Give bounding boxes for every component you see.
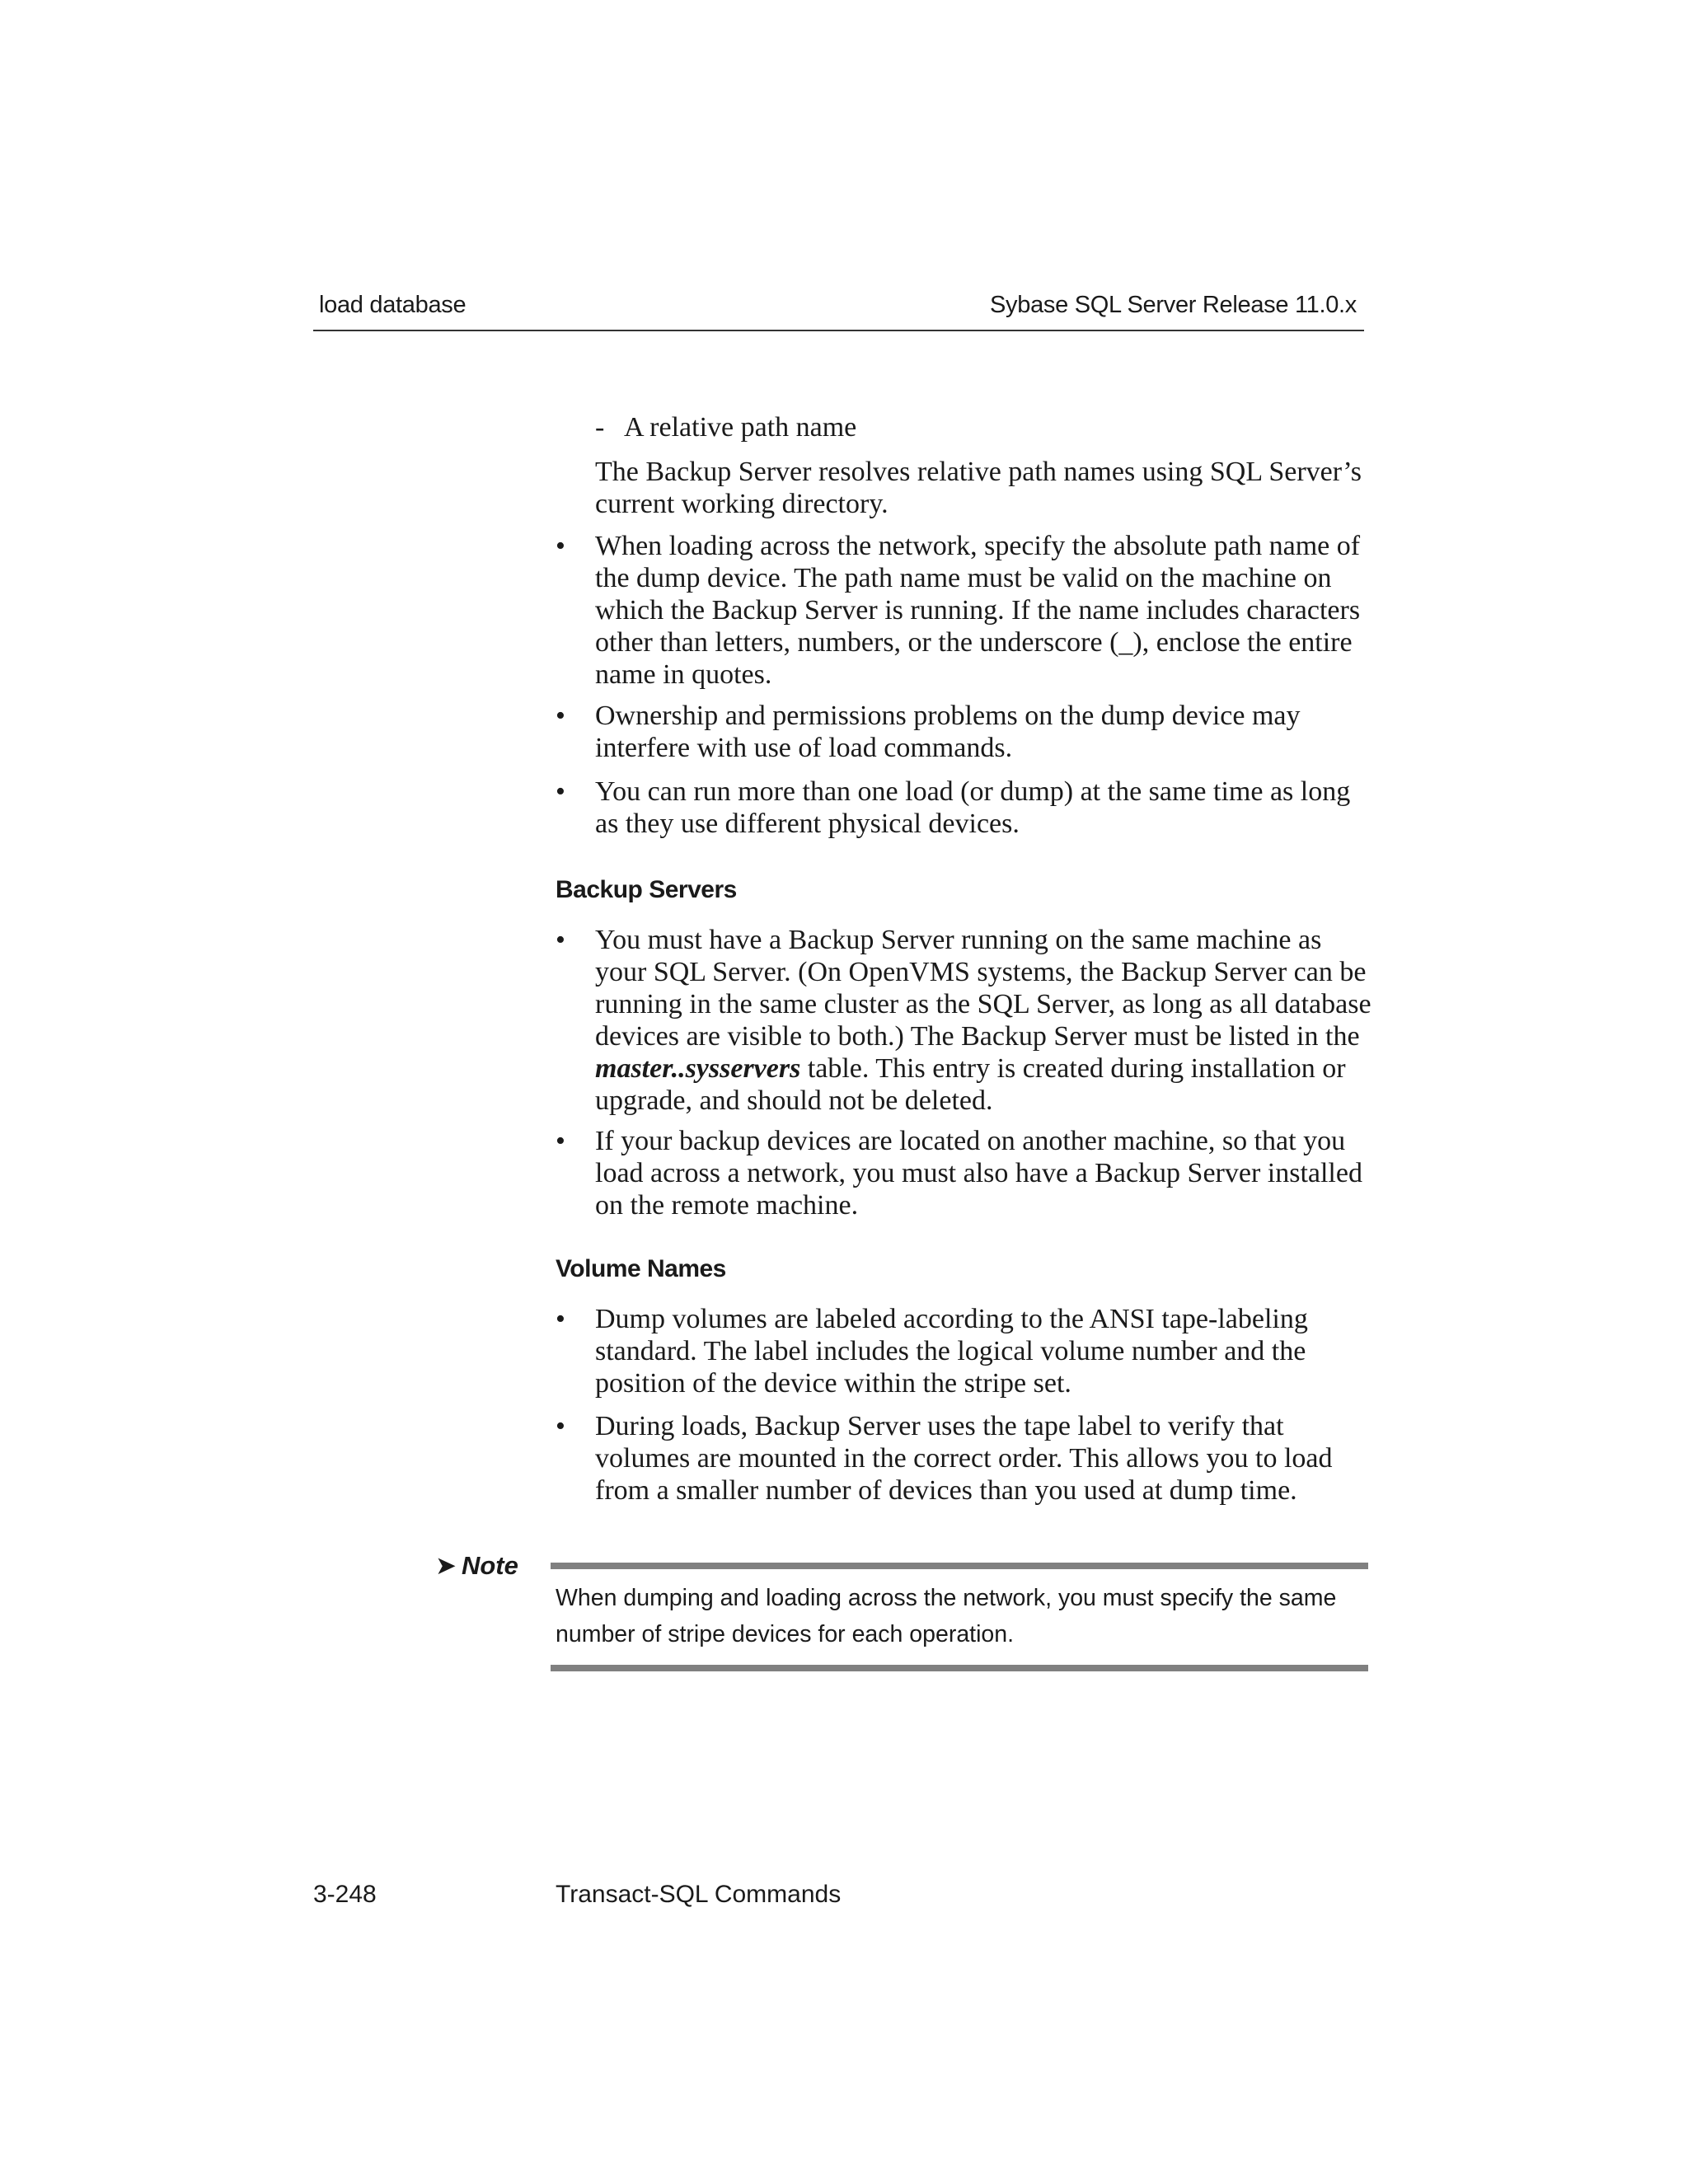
- arrow-icon: ➤: [435, 1551, 457, 1580]
- note-top-rule: [551, 1563, 1368, 1569]
- header-product-title: Sybase SQL Server Release 11.0.x: [990, 292, 1357, 318]
- list-item-text: When loading across the network, specify the absolute path name of the dump device. The path name must be valid on the machine on which the Backup Server is running. If the name includes characters other than letters, numbers, or the underscore (_), enclose the entire name in quotes.: [595, 531, 1361, 690]
- note-bottom-rule: [551, 1665, 1368, 1671]
- section-heading-volume-names: Volume Names: [556, 1255, 726, 1282]
- dash-marker: -: [595, 412, 605, 443]
- text-run: table. This entry is created during installation or upgrade, and should not be deleted.: [595, 1053, 1346, 1116]
- list-item-text: During loads, Backup Server uses the tape label to verify that volumes are mounted in the correct order. This allows you to load from a smaller number of devices than you used at dump time.: [595, 1411, 1333, 1506]
- bullet-marker: •: [556, 701, 565, 731]
- note-label: [435, 1551, 518, 1581]
- list-item-text: Ownership and permissions problems on the dump device may interfere with use of load commands.: [595, 701, 1301, 763]
- page-number: 3-248: [313, 1881, 377, 1908]
- list-item: [556, 530, 1372, 691]
- list-item: [556, 924, 1372, 1117]
- list-item: [556, 1125, 1372, 1221]
- list-item: [556, 700, 1372, 764]
- header-section-title: load database: [319, 292, 467, 318]
- list-item: [556, 1303, 1372, 1399]
- bullet-marker: •: [556, 1304, 565, 1334]
- list-item-text: If your backup devices are located on another machine, so that you load across a network, you must also have a Backup Server installed on the remote machine.: [595, 1126, 1362, 1221]
- bullet-marker: •: [556, 531, 565, 561]
- footer-chapter-title: Transact-SQL Commands: [556, 1881, 842, 1908]
- section-heading-backup-servers: Backup Servers: [556, 876, 737, 903]
- list-item-text: [595, 924, 1372, 1117]
- list-item-text: You can run more than one load (or dump) at the same time as long as they use different physical devices.: [595, 776, 1351, 839]
- list-item: [556, 776, 1372, 840]
- table-name-italic: master..sysservers: [595, 1053, 801, 1084]
- bullet-marker: •: [556, 1126, 565, 1156]
- list-item: [556, 1410, 1372, 1507]
- running-header: [313, 290, 1364, 331]
- list-item-text: Dump volumes are labeled according to the ANSI tape-labeling standard. The label includes the logical volume number and the position of the device within the stripe set.: [595, 1304, 1308, 1399]
- bullet-marker: •: [556, 776, 565, 807]
- dash-item-text: A relative path name: [624, 412, 857, 443]
- relative-path-paragraph: The Backup Server resolves relative path names using SQL Server’s current working directory.: [595, 457, 1362, 519]
- note-text: When dumping and loading across the network, you must specify the same number of stripe devices for each operation.: [556, 1585, 1337, 1647]
- note-label-text: Note: [461, 1551, 518, 1580]
- text-run: You must have a Backup Server running on the same machine as your SQL Server. (On OpenVMS systems, the Backup Server can be running in the same cluster as the SQL Server, as long as all database devices are visible to both.) The Backup Server must be listed in the: [595, 925, 1372, 1052]
- bullet-marker: •: [556, 1411, 565, 1441]
- bullet-marker: •: [556, 925, 565, 955]
- dash-list-item: [595, 411, 1370, 443]
